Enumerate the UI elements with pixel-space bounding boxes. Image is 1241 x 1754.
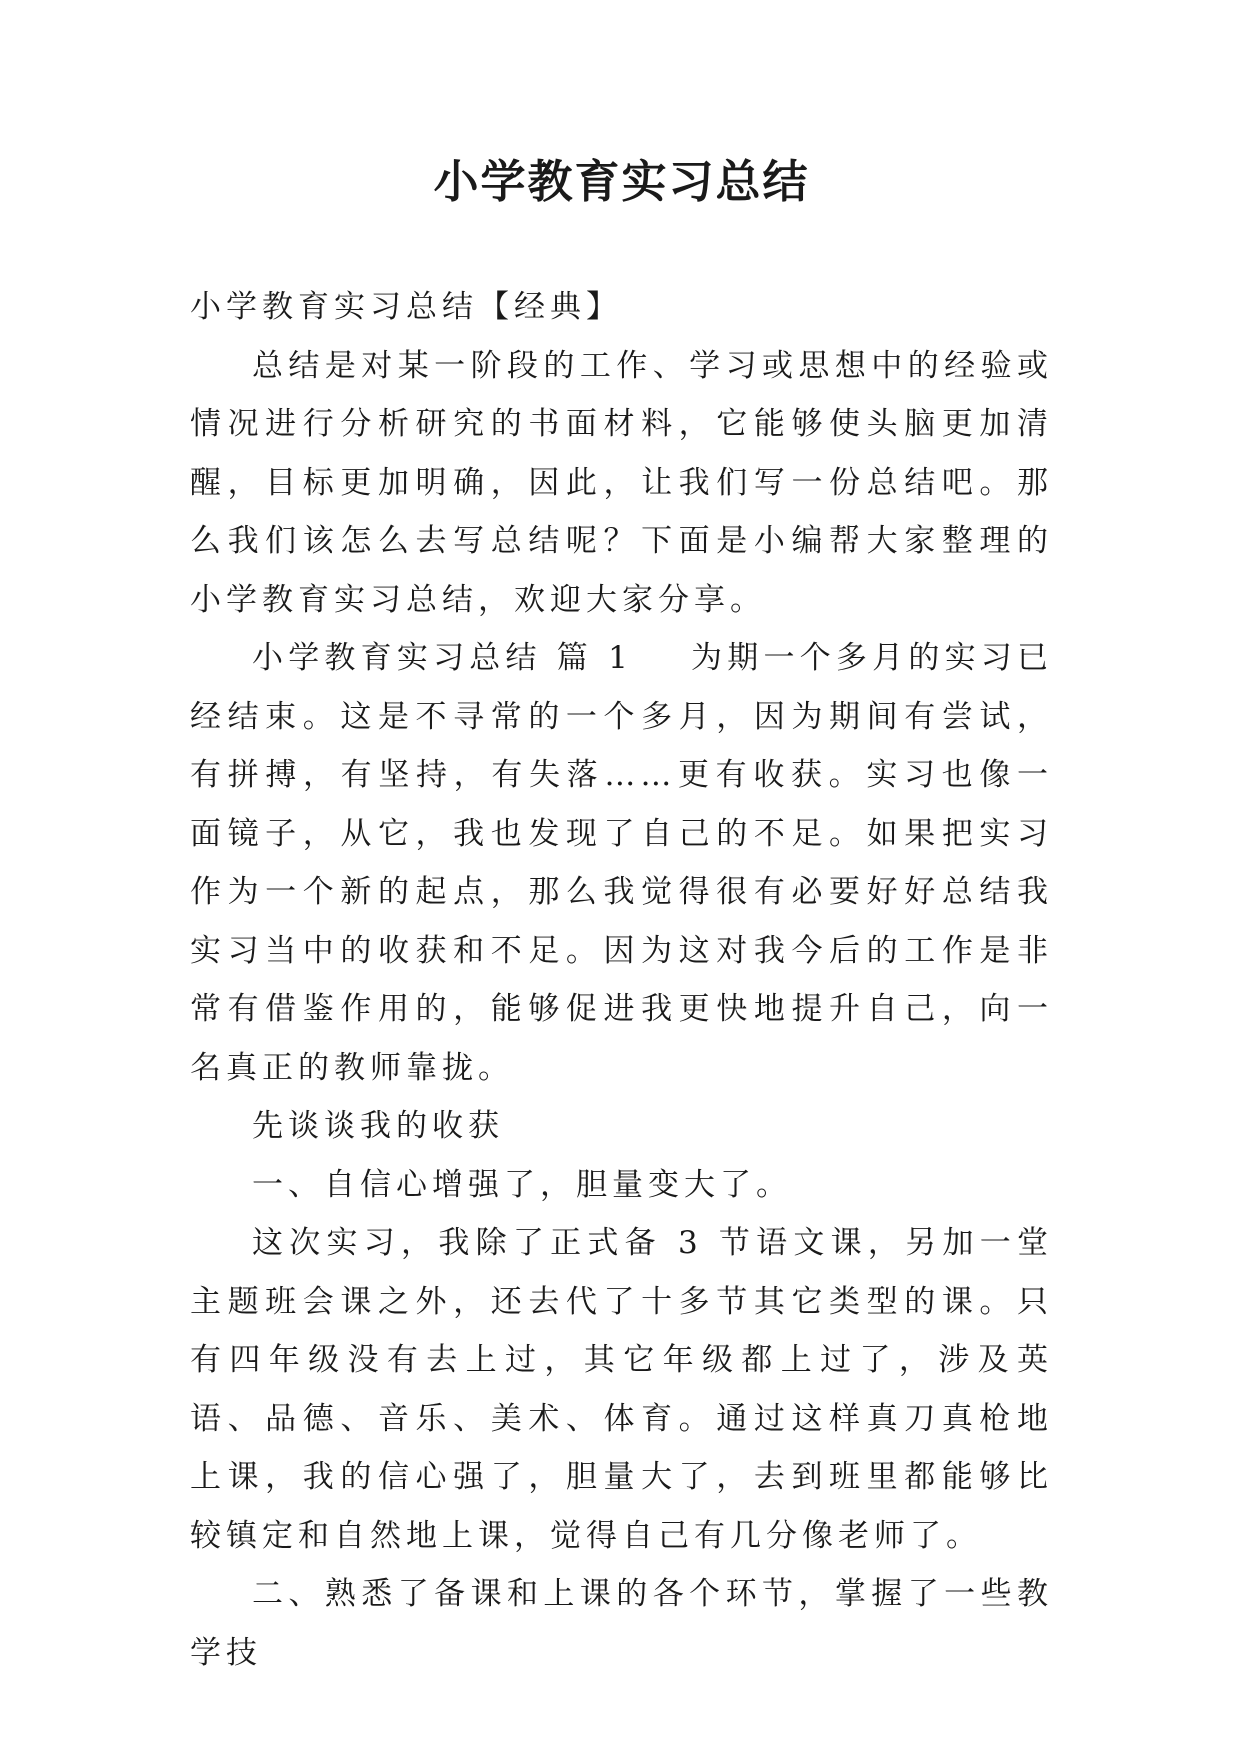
intro-paragraph: 总结是对某一阶段的工作、学习或思想中的经验或情况进行分析研究的书面材料，它能够使头脑更加清醒，目标更加明确，因此，让我们写一份总结吧。那么我们该怎么去写总结呢？下面是小编帮大家整理的小学教育实习总结，欢迎大家分享。 [190, 347, 1053, 618]
point2-heading: 二、熟悉了备课和上课的各个环节，掌握了一些教学技 [190, 1576, 1053, 1671]
section1-paragraph [190, 629, 1053, 1097]
document-subtitle: 小学教育实习总结【经典】 [190, 289, 622, 325]
document-title: 小学教育实习总结 [433, 155, 810, 208]
point1-heading: 一、自信心增强了，胆量变大了。 [252, 1166, 792, 1203]
gains-heading: 先谈谈我的收获 [252, 1108, 504, 1144]
section1-text: 为期一个多月的实习已经结束。这是不寻常的一个多月，因为期间有尝试，有拼搏，有坚持，有失落……更有收获。实习也像一面镜子，从它，我也发现了自己的不足。如果把实习作为一个新的起点，那么我觉得很有必要好好总结我实习当中的收获和不足。因为这对我今后的工作是非常有借鉴作用的，能够促进我更快地提升自己，向一名真正的教师靠拢。 [190, 640, 1053, 1086]
section1-heading: 小学教育实习总结 篇 1 [252, 640, 633, 676]
point1-paragraph: 这次实习，我除了正式备 3 节语文课，另加一堂主题班会课之外，还去代了十多节其它类型的课。只有四年级没有去上过，其它年级都上过了，涉及英语、品德、音乐、美术、体育。通过这样真刀真枪地上课，我的信心强了，胆量大了，去到班里都能够比较镇定和自然地上课，觉得自己有几分像老师了。 [190, 1225, 1053, 1554]
document-body [190, 278, 1053, 1682]
